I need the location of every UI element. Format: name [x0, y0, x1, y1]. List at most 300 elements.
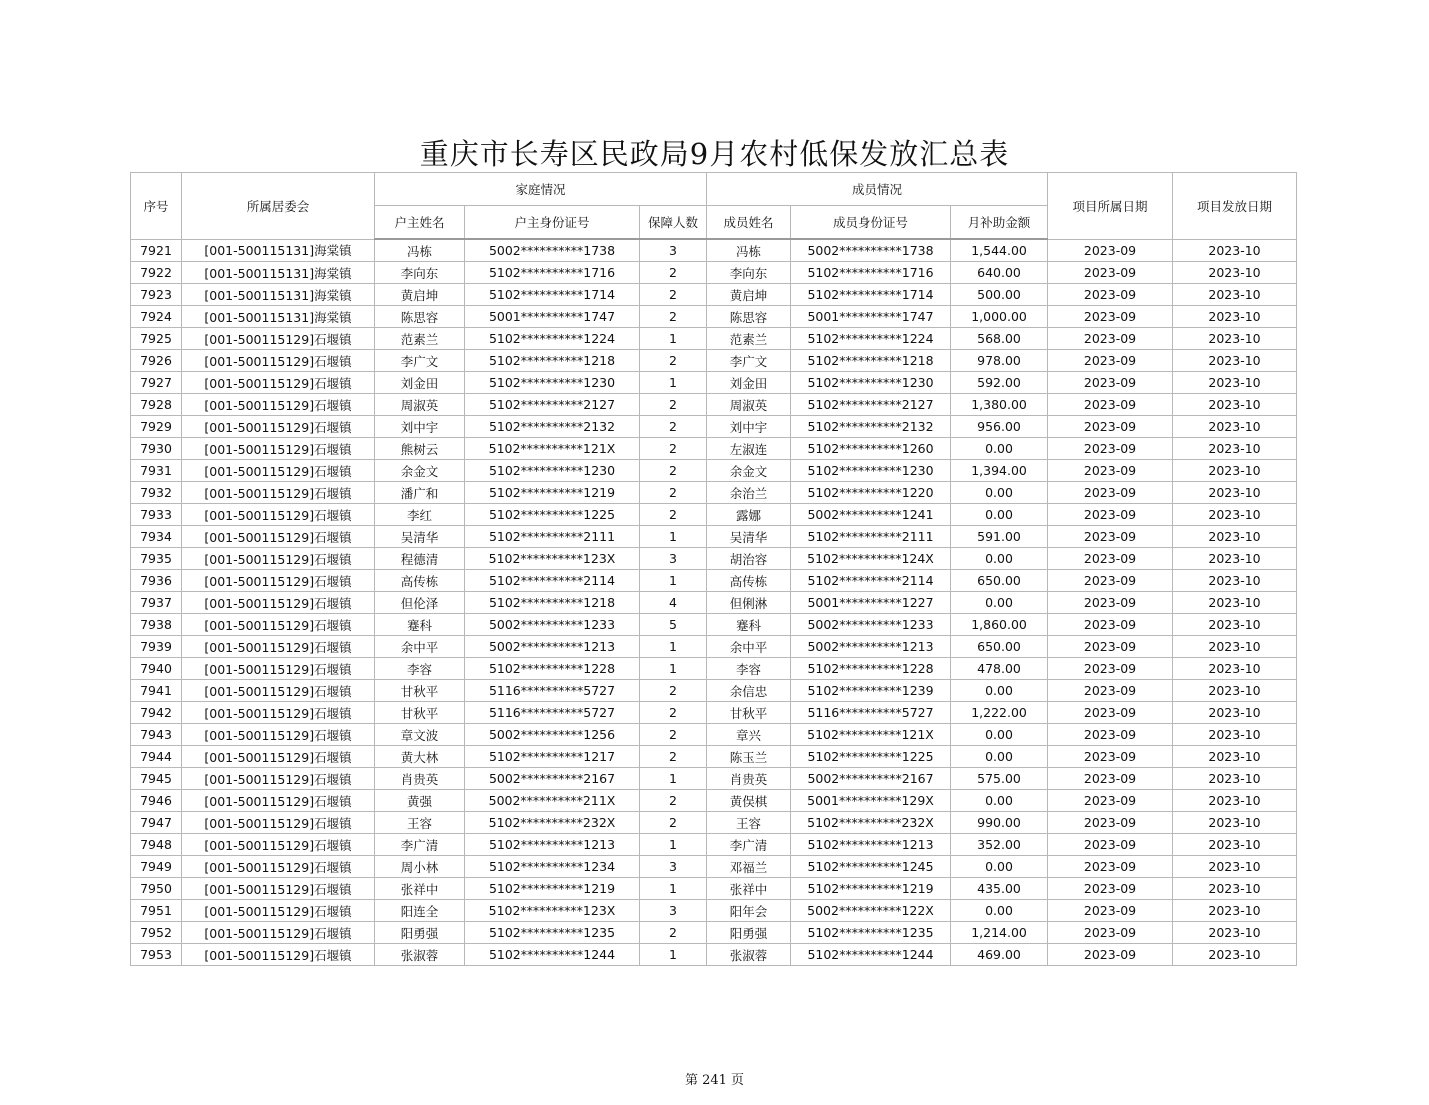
committee-cell: [001-500115129]石堰镇: [182, 504, 375, 526]
seq-cell: 7949: [131, 856, 182, 878]
member-name-cell: 刘中宇: [707, 416, 791, 438]
amount-cell: 0.00: [951, 482, 1048, 504]
table-row: [131, 284, 1297, 306]
member-id-cell: 5001**********1747: [791, 306, 951, 328]
head-id-cell: 5102**********123X: [465, 548, 640, 570]
seq-cell: 7928: [131, 394, 182, 416]
head-id-cell: 5102**********1714: [465, 284, 640, 306]
project-date-cell: 2023-09: [1048, 702, 1173, 724]
seq-cell: 7933: [131, 504, 182, 526]
header-amount: 月补助金额: [951, 206, 1048, 240]
seq-cell: 7943: [131, 724, 182, 746]
member-name-cell: 李广文: [707, 350, 791, 372]
head-name-cell: 陈思容: [375, 306, 465, 328]
header-project-date: 项目所属日期: [1048, 173, 1173, 240]
member-name-cell: 余治兰: [707, 482, 791, 504]
amount-cell: 978.00: [951, 350, 1048, 372]
member-name-cell: 陈思容: [707, 306, 791, 328]
project-date-cell: 2023-09: [1048, 328, 1173, 350]
count-cell: 2: [640, 284, 707, 306]
member-id-cell: 5102**********124X: [791, 548, 951, 570]
head-id-cell: 5116**********5727: [465, 702, 640, 724]
head-name-cell: 余金文: [375, 460, 465, 482]
seq-cell: 7931: [131, 460, 182, 482]
issue-date-cell: 2023-10: [1173, 416, 1297, 438]
head-id-cell: 5102**********1218: [465, 592, 640, 614]
amount-cell: 0.00: [951, 790, 1048, 812]
head-name-cell: 余中平: [375, 636, 465, 658]
count-cell: 1: [640, 526, 707, 548]
committee-cell: [001-500115129]石堰镇: [182, 328, 375, 350]
project-date-cell: 2023-09: [1048, 900, 1173, 922]
committee-cell: [001-500115129]石堰镇: [182, 944, 375, 966]
head-name-cell: 黄启坤: [375, 284, 465, 306]
header-member-group: 成员情况: [707, 173, 1048, 206]
count-cell: 1: [640, 768, 707, 790]
project-date-cell: 2023-09: [1048, 856, 1173, 878]
member-id-cell: 5002**********1233: [791, 614, 951, 636]
seq-cell: 7930: [131, 438, 182, 460]
committee-cell: [001-500115129]石堰镇: [182, 878, 375, 900]
head-name-cell: 蹇科: [375, 614, 465, 636]
head-id-cell: 5102**********1218: [465, 350, 640, 372]
head-id-cell: 5102**********1219: [465, 482, 640, 504]
seq-cell: 7951: [131, 900, 182, 922]
amount-cell: 640.00: [951, 262, 1048, 284]
amount-cell: 0.00: [951, 548, 1048, 570]
amount-cell: 500.00: [951, 284, 1048, 306]
member-name-cell: 余信忠: [707, 680, 791, 702]
head-name-cell: 李容: [375, 658, 465, 680]
table-row: [131, 592, 1297, 614]
head-id-cell: 5001**********1747: [465, 306, 640, 328]
issue-date-cell: 2023-10: [1173, 702, 1297, 724]
member-name-cell: 范素兰: [707, 328, 791, 350]
committee-cell: [001-500115129]石堰镇: [182, 702, 375, 724]
amount-cell: 1,394.00: [951, 460, 1048, 482]
issue-date-cell: 2023-10: [1173, 614, 1297, 636]
project-date-cell: 2023-09: [1048, 548, 1173, 570]
head-id-cell: 5102**********1217: [465, 746, 640, 768]
member-name-cell: 肖贵英: [707, 768, 791, 790]
seq-cell: 7944: [131, 746, 182, 768]
count-cell: 2: [640, 724, 707, 746]
header-issue-date: 项目发放日期: [1173, 173, 1297, 240]
member-name-cell: 李容: [707, 658, 791, 680]
member-id-cell: 5001**********129X: [791, 790, 951, 812]
issue-date-cell: 2023-10: [1173, 460, 1297, 482]
table-row: [131, 680, 1297, 702]
project-date-cell: 2023-09: [1048, 239, 1173, 262]
count-cell: 1: [640, 328, 707, 350]
issue-date-cell: 2023-10: [1173, 328, 1297, 350]
committee-cell: [001-500115129]石堰镇: [182, 482, 375, 504]
table-row: [131, 262, 1297, 284]
member-id-cell: 5102**********1230: [791, 372, 951, 394]
header-count: 保障人数: [640, 206, 707, 240]
header-member-name: 成员姓名: [707, 206, 791, 240]
head-id-cell: 5102**********1244: [465, 944, 640, 966]
amount-cell: 650.00: [951, 570, 1048, 592]
project-date-cell: 2023-09: [1048, 284, 1173, 306]
committee-cell: [001-500115129]石堰镇: [182, 900, 375, 922]
issue-date-cell: 2023-10: [1173, 482, 1297, 504]
table-row: [131, 394, 1297, 416]
project-date-cell: 2023-09: [1048, 812, 1173, 834]
member-id-cell: 5102**********1230: [791, 460, 951, 482]
committee-cell: [001-500115129]石堰镇: [182, 372, 375, 394]
head-id-cell: 5102**********1219: [465, 878, 640, 900]
member-name-cell: 张淑蓉: [707, 944, 791, 966]
count-cell: 1: [640, 944, 707, 966]
issue-date-cell: 2023-10: [1173, 812, 1297, 834]
head-name-cell: 甘秋平: [375, 702, 465, 724]
issue-date-cell: 2023-10: [1173, 262, 1297, 284]
head-name-cell: 刘金田: [375, 372, 465, 394]
project-date-cell: 2023-09: [1048, 482, 1173, 504]
issue-date-cell: 2023-10: [1173, 548, 1297, 570]
count-cell: 2: [640, 262, 707, 284]
amount-cell: 990.00: [951, 812, 1048, 834]
project-date-cell: 2023-09: [1048, 878, 1173, 900]
member-name-cell: 阳勇强: [707, 922, 791, 944]
seq-cell: 7945: [131, 768, 182, 790]
member-id-cell: 5102**********2111: [791, 526, 951, 548]
head-id-cell: 5102**********1213: [465, 834, 640, 856]
member-id-cell: 5102**********1218: [791, 350, 951, 372]
seq-cell: 7939: [131, 636, 182, 658]
count-cell: 2: [640, 416, 707, 438]
table-row: [131, 724, 1297, 746]
table-row: [131, 526, 1297, 548]
table-row: [131, 812, 1297, 834]
issue-date-cell: 2023-10: [1173, 834, 1297, 856]
table-row: [131, 460, 1297, 482]
member-name-cell: 章兴: [707, 724, 791, 746]
table-row: [131, 636, 1297, 658]
member-name-cell: 张祥中: [707, 878, 791, 900]
project-date-cell: 2023-09: [1048, 724, 1173, 746]
project-date-cell: 2023-09: [1048, 834, 1173, 856]
table-row: [131, 856, 1297, 878]
head-name-cell: 黄强: [375, 790, 465, 812]
committee-cell: [001-500115129]石堰镇: [182, 746, 375, 768]
issue-date-cell: 2023-10: [1173, 680, 1297, 702]
seq-cell: 7927: [131, 372, 182, 394]
committee-cell: [001-500115129]石堰镇: [182, 592, 375, 614]
project-date-cell: 2023-09: [1048, 262, 1173, 284]
project-date-cell: 2023-09: [1048, 306, 1173, 328]
project-date-cell: 2023-09: [1048, 922, 1173, 944]
seq-cell: 7934: [131, 526, 182, 548]
table-row: [131, 350, 1297, 372]
amount-cell: 1,380.00: [951, 394, 1048, 416]
member-id-cell: 5102**********1235: [791, 922, 951, 944]
head-name-cell: 周小林: [375, 856, 465, 878]
seq-cell: 7922: [131, 262, 182, 284]
amount-cell: 469.00: [951, 944, 1048, 966]
seq-cell: 7935: [131, 548, 182, 570]
amount-cell: 352.00: [951, 834, 1048, 856]
seq-cell: 7936: [131, 570, 182, 592]
project-date-cell: 2023-09: [1048, 636, 1173, 658]
issue-date-cell: 2023-10: [1173, 768, 1297, 790]
count-cell: 2: [640, 504, 707, 526]
project-date-cell: 2023-09: [1048, 416, 1173, 438]
issue-date-cell: 2023-10: [1173, 284, 1297, 306]
head-id-cell: 5102**********1230: [465, 372, 640, 394]
count-cell: 2: [640, 812, 707, 834]
committee-cell: [001-500115129]石堰镇: [182, 460, 375, 482]
issue-date-cell: 2023-10: [1173, 504, 1297, 526]
head-name-cell: 肖贵英: [375, 768, 465, 790]
issue-date-cell: 2023-10: [1173, 790, 1297, 812]
member-id-cell: 5102**********1244: [791, 944, 951, 966]
issue-date-cell: 2023-10: [1173, 746, 1297, 768]
amount-cell: 0.00: [951, 680, 1048, 702]
table-row: [131, 438, 1297, 460]
member-id-cell: 5102**********2132: [791, 416, 951, 438]
seq-cell: 7924: [131, 306, 182, 328]
head-name-cell: 张祥中: [375, 878, 465, 900]
member-id-cell: 5002**********122X: [791, 900, 951, 922]
count-cell: 2: [640, 350, 707, 372]
header-seq: 序号: [131, 173, 182, 240]
head-id-cell: 5002**********1233: [465, 614, 640, 636]
head-name-cell: 章文波: [375, 724, 465, 746]
seq-cell: 7932: [131, 482, 182, 504]
member-id-cell: 5102**********1714: [791, 284, 951, 306]
count-cell: 1: [640, 636, 707, 658]
count-cell: 4: [640, 592, 707, 614]
table-row: [131, 878, 1297, 900]
member-id-cell: 5102**********1239: [791, 680, 951, 702]
head-name-cell: 李广文: [375, 350, 465, 372]
member-name-cell: 李广清: [707, 834, 791, 856]
seq-cell: 7941: [131, 680, 182, 702]
count-cell: 1: [640, 570, 707, 592]
head-name-cell: 程德清: [375, 548, 465, 570]
amount-cell: 592.00: [951, 372, 1048, 394]
count-cell: 5: [640, 614, 707, 636]
committee-cell: [001-500115129]石堰镇: [182, 658, 375, 680]
table-row: [131, 944, 1297, 966]
head-name-cell: 阳连全: [375, 900, 465, 922]
count-cell: 2: [640, 790, 707, 812]
table-row: [131, 922, 1297, 944]
committee-cell: [001-500115129]石堰镇: [182, 636, 375, 658]
member-name-cell: 阳年会: [707, 900, 791, 922]
issue-date-cell: 2023-10: [1173, 394, 1297, 416]
member-name-cell: 周淑英: [707, 394, 791, 416]
issue-date-cell: 2023-10: [1173, 856, 1297, 878]
count-cell: 2: [640, 702, 707, 724]
header-head-name: 户主姓名: [375, 206, 465, 240]
member-id-cell: 5102**********1716: [791, 262, 951, 284]
committee-cell: [001-500115129]石堰镇: [182, 548, 375, 570]
amount-cell: 478.00: [951, 658, 1048, 680]
seq-cell: 7926: [131, 350, 182, 372]
count-cell: 2: [640, 482, 707, 504]
member-id-cell: 5002**********1738: [791, 239, 951, 262]
member-id-cell: 5002**********1241: [791, 504, 951, 526]
count-cell: 2: [640, 306, 707, 328]
head-name-cell: 冯栋: [375, 239, 465, 262]
amount-cell: 568.00: [951, 328, 1048, 350]
head-name-cell: 刘中宇: [375, 416, 465, 438]
table-row: [131, 482, 1297, 504]
table-row: [131, 328, 1297, 350]
issue-date-cell: 2023-10: [1173, 900, 1297, 922]
issue-date-cell: 2023-10: [1173, 372, 1297, 394]
project-date-cell: 2023-09: [1048, 460, 1173, 482]
head-name-cell: 潘广和: [375, 482, 465, 504]
committee-cell: [001-500115129]石堰镇: [182, 570, 375, 592]
member-id-cell: 5102**********2127: [791, 394, 951, 416]
page-number: 第 241 页: [684, 1073, 745, 1088]
amount-cell: 0.00: [951, 504, 1048, 526]
seq-cell: 7952: [131, 922, 182, 944]
member-id-cell: 5102**********121X: [791, 724, 951, 746]
member-id-cell: 5002**********1213: [791, 636, 951, 658]
project-date-cell: 2023-09: [1048, 944, 1173, 966]
table-row: [131, 900, 1297, 922]
member-id-cell: 5116**********5727: [791, 702, 951, 724]
table-row: [131, 548, 1297, 570]
head-id-cell: 5102**********1716: [465, 262, 640, 284]
seq-cell: 7953: [131, 944, 182, 966]
member-name-cell: 高传栋: [707, 570, 791, 592]
committee-cell: [001-500115131]海棠镇: [182, 306, 375, 328]
table-row: [131, 702, 1297, 724]
committee-cell: [001-500115131]海棠镇: [182, 262, 375, 284]
count-cell: 2: [640, 394, 707, 416]
amount-cell: 1,222.00: [951, 702, 1048, 724]
seq-cell: 7940: [131, 658, 182, 680]
count-cell: 2: [640, 680, 707, 702]
head-name-cell: 但伦泽: [375, 592, 465, 614]
head-name-cell: 高传栋: [375, 570, 465, 592]
amount-cell: 0.00: [951, 592, 1048, 614]
amount-cell: 0.00: [951, 856, 1048, 878]
head-id-cell: 5002**********1213: [465, 636, 640, 658]
project-date-cell: 2023-09: [1048, 680, 1173, 702]
count-cell: 1: [640, 834, 707, 856]
seq-cell: 7937: [131, 592, 182, 614]
project-date-cell: 2023-09: [1048, 372, 1173, 394]
project-date-cell: 2023-09: [1048, 658, 1173, 680]
issue-date-cell: 2023-10: [1173, 350, 1297, 372]
count-cell: 3: [640, 239, 707, 262]
head-id-cell: 5116**********5727: [465, 680, 640, 702]
head-id-cell: 5102**********1234: [465, 856, 640, 878]
project-date-cell: 2023-09: [1048, 438, 1173, 460]
project-date-cell: 2023-09: [1048, 350, 1173, 372]
member-id-cell: 5102**********1213: [791, 834, 951, 856]
member-id-cell: 5102**********1228: [791, 658, 951, 680]
head-id-cell: 5102**********232X: [465, 812, 640, 834]
member-name-cell: 黄启坤: [707, 284, 791, 306]
project-date-cell: 2023-09: [1048, 570, 1173, 592]
head-name-cell: 李向东: [375, 262, 465, 284]
table-row: [131, 372, 1297, 394]
count-cell: 3: [640, 900, 707, 922]
amount-cell: 0.00: [951, 746, 1048, 768]
committee-cell: [001-500115129]石堰镇: [182, 768, 375, 790]
member-name-cell: 蹇科: [707, 614, 791, 636]
count-cell: 1: [640, 372, 707, 394]
amount-cell: 575.00: [951, 768, 1048, 790]
seq-cell: 7947: [131, 812, 182, 834]
amount-cell: 1,214.00: [951, 922, 1048, 944]
header-family-group: 家庭情况: [375, 173, 707, 206]
head-name-cell: 王容: [375, 812, 465, 834]
header-member-id: 成员身份证号: [791, 206, 951, 240]
committee-cell: [001-500115129]石堰镇: [182, 350, 375, 372]
member-id-cell: 5002**********2167: [791, 768, 951, 790]
count-cell: 3: [640, 856, 707, 878]
amount-cell: 0.00: [951, 900, 1048, 922]
committee-cell: [001-500115129]石堰镇: [182, 526, 375, 548]
issue-date-cell: 2023-10: [1173, 922, 1297, 944]
head-id-cell: 5102**********1230: [465, 460, 640, 482]
amount-cell: 435.00: [951, 878, 1048, 900]
project-date-cell: 2023-09: [1048, 504, 1173, 526]
seq-cell: 7938: [131, 614, 182, 636]
committee-cell: [001-500115131]海棠镇: [182, 284, 375, 306]
table-row: [131, 306, 1297, 328]
head-id-cell: 5102**********2127: [465, 394, 640, 416]
committee-cell: [001-500115129]石堰镇: [182, 416, 375, 438]
issue-date-cell: 2023-10: [1173, 438, 1297, 460]
seq-cell: 7946: [131, 790, 182, 812]
count-cell: 1: [640, 658, 707, 680]
member-id-cell: 5102**********1260: [791, 438, 951, 460]
member-name-cell: 露娜: [707, 504, 791, 526]
table-row: [131, 570, 1297, 592]
table-row: [131, 504, 1297, 526]
head-name-cell: 李红: [375, 504, 465, 526]
head-id-cell: 5102**********1224: [465, 328, 640, 350]
head-id-cell: 5102**********1228: [465, 658, 640, 680]
head-id-cell: 5002**********1256: [465, 724, 640, 746]
committee-cell: [001-500115129]石堰镇: [182, 834, 375, 856]
head-id-cell: 5102**********1235: [465, 922, 640, 944]
member-name-cell: 余金文: [707, 460, 791, 482]
table-row: [131, 239, 1297, 262]
member-name-cell: 冯栋: [707, 239, 791, 262]
member-name-cell: 邓福兰: [707, 856, 791, 878]
committee-cell: [001-500115129]石堰镇: [182, 922, 375, 944]
head-id-cell: 5102**********123X: [465, 900, 640, 922]
member-name-cell: 黄俣棋: [707, 790, 791, 812]
committee-cell: [001-500115129]石堰镇: [182, 790, 375, 812]
head-id-cell: 5102**********2132: [465, 416, 640, 438]
committee-cell: [001-500115129]石堰镇: [182, 438, 375, 460]
member-id-cell: 5102**********1225: [791, 746, 951, 768]
head-id-cell: 5002**********1738: [465, 239, 640, 262]
member-name-cell: 甘秋平: [707, 702, 791, 724]
head-name-cell: 阳勇强: [375, 922, 465, 944]
project-date-cell: 2023-09: [1048, 394, 1173, 416]
head-id-cell: 5102**********2111: [465, 526, 640, 548]
committee-cell: [001-500115129]石堰镇: [182, 680, 375, 702]
project-date-cell: 2023-09: [1048, 526, 1173, 548]
table-row: [131, 790, 1297, 812]
project-date-cell: 2023-09: [1048, 746, 1173, 768]
member-name-cell: 刘金田: [707, 372, 791, 394]
amount-cell: 0.00: [951, 438, 1048, 460]
